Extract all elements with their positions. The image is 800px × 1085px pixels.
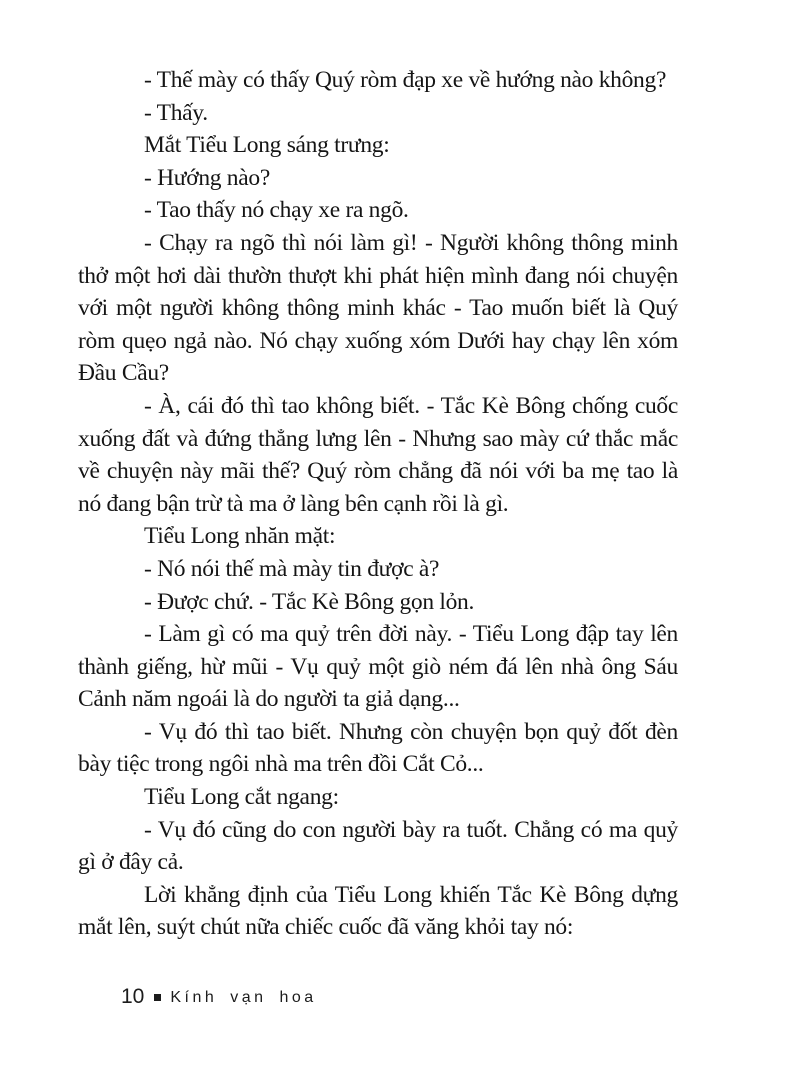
paragraph: Tiểu Long cắt ngang: [144, 784, 339, 811]
book-title: Kính vạn hoa [170, 988, 317, 1006]
paragraph: - Thấy. [144, 99, 208, 126]
paragraph: Lời khẳng định của Tiểu Long khiến Tắc Kè Bông dựng mắt lên, suýt chút nữa chiếc cuốc đã văng khỏi tay nó: [78, 881, 678, 941]
page-footer [121, 986, 317, 1007]
body-text [78, 64, 678, 944]
paragraph: - Làm gì có ma quỷ trên đời này. - Tiểu Long đập tay lên thành giếng, hừ mũi - Vụ quỷ một giò ném đá lên nhà ông Sáu Cảnh năm ngoái là do người ta giả dạng... [78, 621, 678, 713]
paragraph: Mắt Tiểu Long sáng trưng: [144, 132, 390, 159]
paragraph: - Thế mày có thấy Quý ròm đạp xe về hướng nào không? [144, 67, 667, 93]
paragraph: Tiểu Long nhăn mặt: [144, 523, 336, 550]
page-number: 10 [121, 985, 145, 1008]
paragraph: - Tao thấy nó chạy xe ra ngõ. [144, 197, 409, 224]
paragraph: - Vụ đó cũng do con người bày ra tuốt. Chẳng có ma quỷ gì ở đây cả. [78, 816, 678, 876]
square-bullet-icon [154, 994, 161, 1001]
paragraph: - Được chứ. - Tắc Kè Bông gọn lỏn. [144, 588, 475, 615]
paragraph: - Nó nói thế mà mày tin được à? [144, 555, 440, 582]
paragraph: - À, cái đó thì tao không biết. - Tắc Kè Bông chống cuốc xuống đất và đứng thẳng lưng lên - Nhưng sao mày cứ thắc mắc về chuyện này mãi thế? Quý ròm chẳng đã nói với ba mẹ tao là nó đang bận trừ tà ma ở làng bên cạnh rồi là gì. [78, 392, 678, 517]
paragraph: - Vụ đó thì tao biết. Nhưng còn chuyện bọn quỷ đốt đèn bày tiệc trong ngôi nhà ma trên đồi Cắt Cỏ... [78, 718, 678, 778]
paragraph: - Hướng nào? [144, 164, 270, 191]
paragraph: - Chạy ra ngõ thì nói làm gì! - Người không thông minh thở một hơi dài thườn thượt khi phát hiện mình đang nói chuyện với một người không thông minh khác - Tao muốn biết là Quý ròm quẹo ngả nào. Nó chạy xuống xóm Dưới hay chạy lên xóm Đầu Cầu? [78, 229, 678, 387]
